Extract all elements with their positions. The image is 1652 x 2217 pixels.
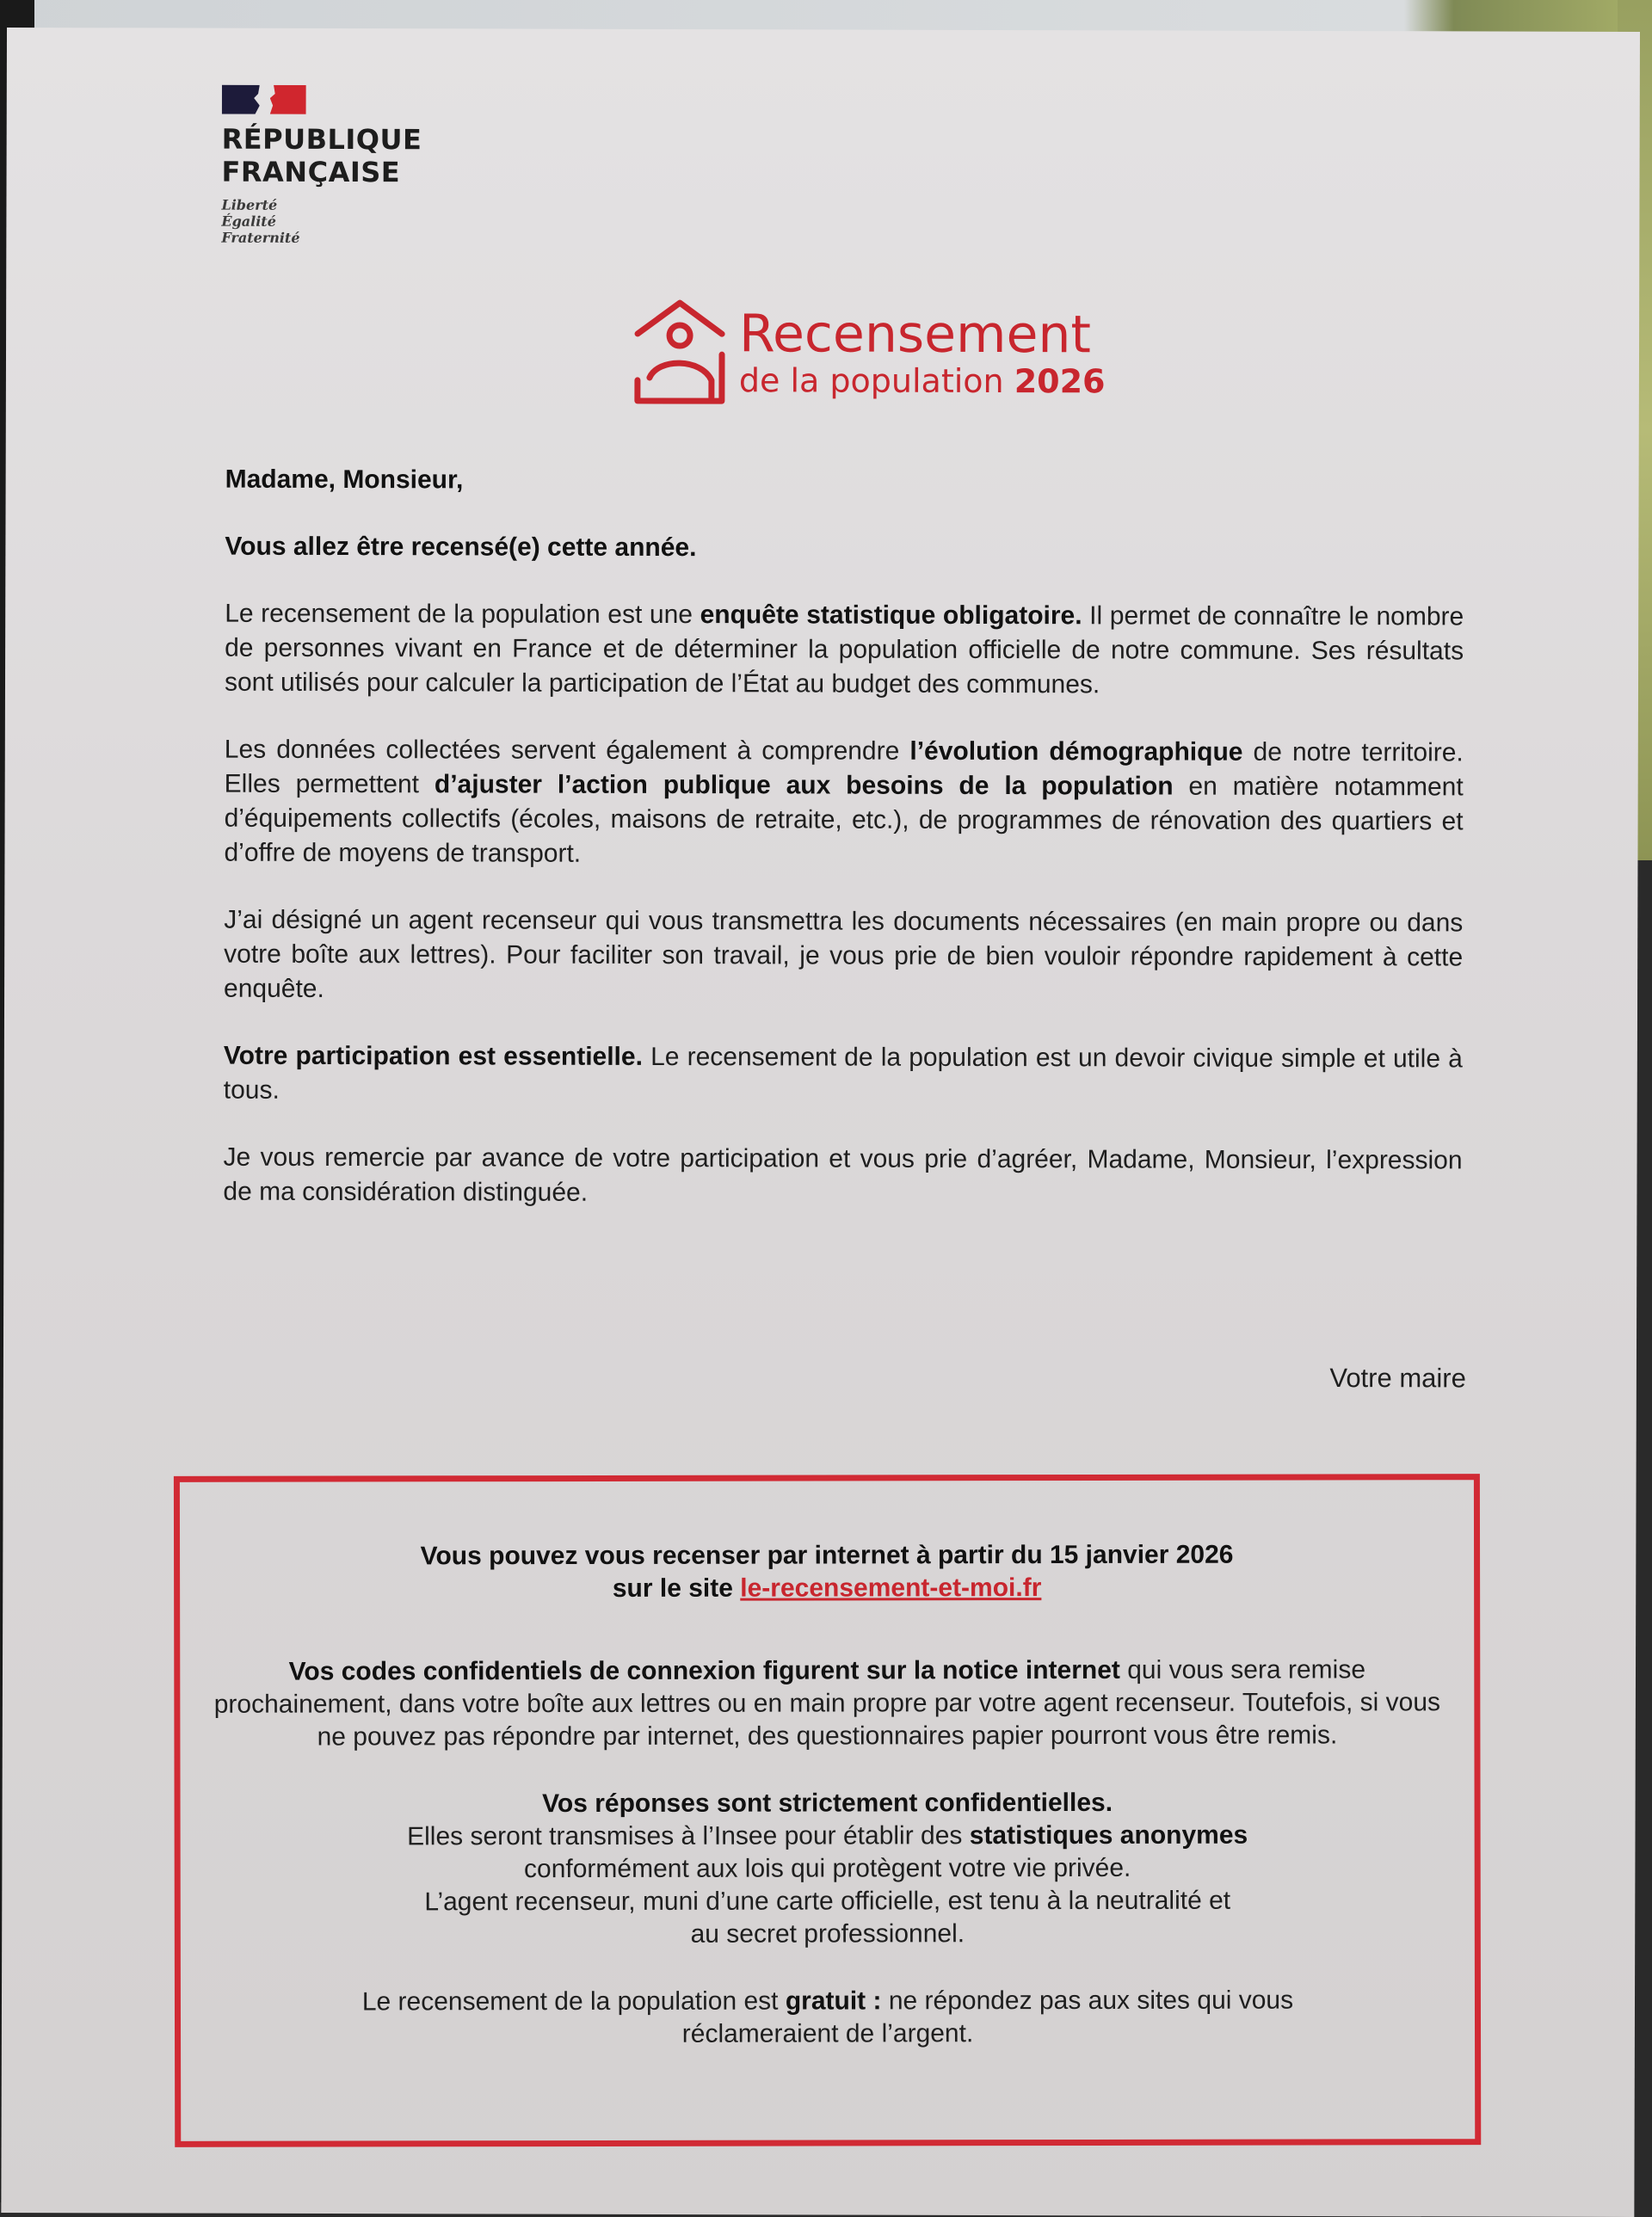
free-a: Le recensement de la population est	[361, 1986, 786, 2017]
p4-bold: Votre participation est essentielle.	[223, 1041, 643, 1071]
p2-text-c: de notre territoire. Elles permettent	[224, 737, 1464, 799]
recensement-logo	[632, 296, 1106, 410]
census-year: 2026	[1014, 362, 1106, 401]
p2-bold-1: l’évolution démographique	[909, 736, 1243, 767]
p2-bold-2: d’ajuster l’action publique aux besoins de la population	[434, 770, 1174, 801]
confidential-line4: au secret professionnel.	[690, 1919, 965, 1949]
p1-text-c: Il permet de connaître le nombre de personnes vivant en France et de déterminer la population officielle de notre commune. Ses résultats sont utilisés pour calculer la participation de l’État au budget des communes.	[224, 601, 1464, 699]
marianne-flag-icon	[222, 85, 422, 115]
p1-bold: enquête statistique obligatoire.	[700, 600, 1082, 631]
census-subtitle-text: de la population	[738, 361, 1004, 401]
republic-title-line1: RÉPUBLIQUE	[221, 122, 422, 157]
republic-motto	[221, 197, 422, 247]
p4-text: Le recensement de la population est un devoir civique simple et utile à tous.	[223, 1042, 1463, 1105]
p2-text-a: Les données collectées servent également à comprendre	[224, 735, 910, 766]
salutation-text: Madame, Monsieur,	[225, 465, 464, 495]
online-line1: Vous pouvez vous recenser par internet à partir du 15 janvier 2026	[420, 1540, 1234, 1571]
free-info	[198, 1984, 1458, 2052]
paragraph-4	[224, 1039, 1463, 1112]
paragraph-3: J’ai désigné un agent recenseur qui vous transmettra les documents nécessaires (en main propre ou dans votre boîte aux lettres). Pour faciliter son travail, je vous prie de bien vouloir répondre rapidement à cette enquête.	[224, 905, 1464, 1003]
census-website-link[interactable]: le-recensement-et-moi.fr	[740, 1573, 1042, 1603]
motto-fraternite: Fraternité	[221, 229, 300, 246]
flag-red-part	[270, 85, 306, 114]
codes-bold: Vos codes confidentiels de connexion figurent sur la notice internet	[288, 1655, 1120, 1686]
letter-body	[223, 463, 1464, 1246]
confidential-info	[198, 1786, 1458, 1952]
intro	[225, 530, 1464, 568]
confidential-line1b: statistiques anonymes	[969, 1820, 1248, 1851]
confidential-line3: L’agent recenseur, muni d’une carte officielle, est tenu à la neutralité et	[424, 1886, 1231, 1917]
republic-title-line2: FRANÇAISE	[221, 155, 401, 189]
free-bold: gratuit :	[785, 1986, 882, 2016]
online-info	[197, 1538, 1457, 1606]
signature: Votre maire	[1329, 1363, 1466, 1394]
flag-blue-part	[222, 85, 260, 114]
free-c: ne répondez pas aux sites qui vous	[881, 1986, 1294, 2016]
paragraph-2	[224, 733, 1463, 874]
info-box	[174, 1474, 1481, 2147]
census-title: Recensement	[738, 304, 1092, 366]
online-line2-prefix: sur le site	[612, 1573, 741, 1603]
census-subtitle	[739, 361, 1106, 400]
republique-francaise-logo	[221, 85, 422, 247]
motto-liberte: Liberté	[221, 196, 278, 213]
p1-text-a: Le recensement de la population est une	[225, 599, 700, 630]
intro-text: Vous allez être recensé(e) cette année.	[225, 532, 697, 563]
confidential-title: Vos réponses sont strictement confidentielles.	[542, 1788, 1113, 1819]
salutation	[225, 463, 1464, 501]
paragraph-5: Je vous remercie par avance de votre participation et vous prie d’agréer, Madame, Monsieur, l’expression de ma considération distinguée.	[223, 1142, 1463, 1207]
letter-page	[1, 28, 1640, 2217]
p2-text-e: en matière notamment d’équipements collectifs (écoles, maisons de retraite, etc.), de programmes de rénovation des quartiers et d’offre de moyens de transport.	[224, 772, 1464, 868]
codes-info	[197, 1654, 1457, 1754]
house-person-icon	[632, 296, 727, 410]
republic-title	[222, 123, 422, 189]
motto-egalite: Égalité	[221, 212, 276, 230]
free-d: réclameraient de l’argent.	[681, 2019, 974, 2048]
confidential-line1a: Elles seront transmises à l’Insee pour établir des	[407, 1821, 970, 1851]
confidential-line2: conformément aux lois qui protègent votre vie privée.	[523, 1853, 1131, 1884]
codes-rest: qui vous sera remise prochainement, dans votre boîte aux lettres ou en main propre par votre agent recenseur. Toutefois, si vous ne pouvez pas répondre par internet, des questionnaires papier pourront vous être remis.	[213, 1655, 1441, 1752]
paragraph-1	[225, 597, 1464, 704]
